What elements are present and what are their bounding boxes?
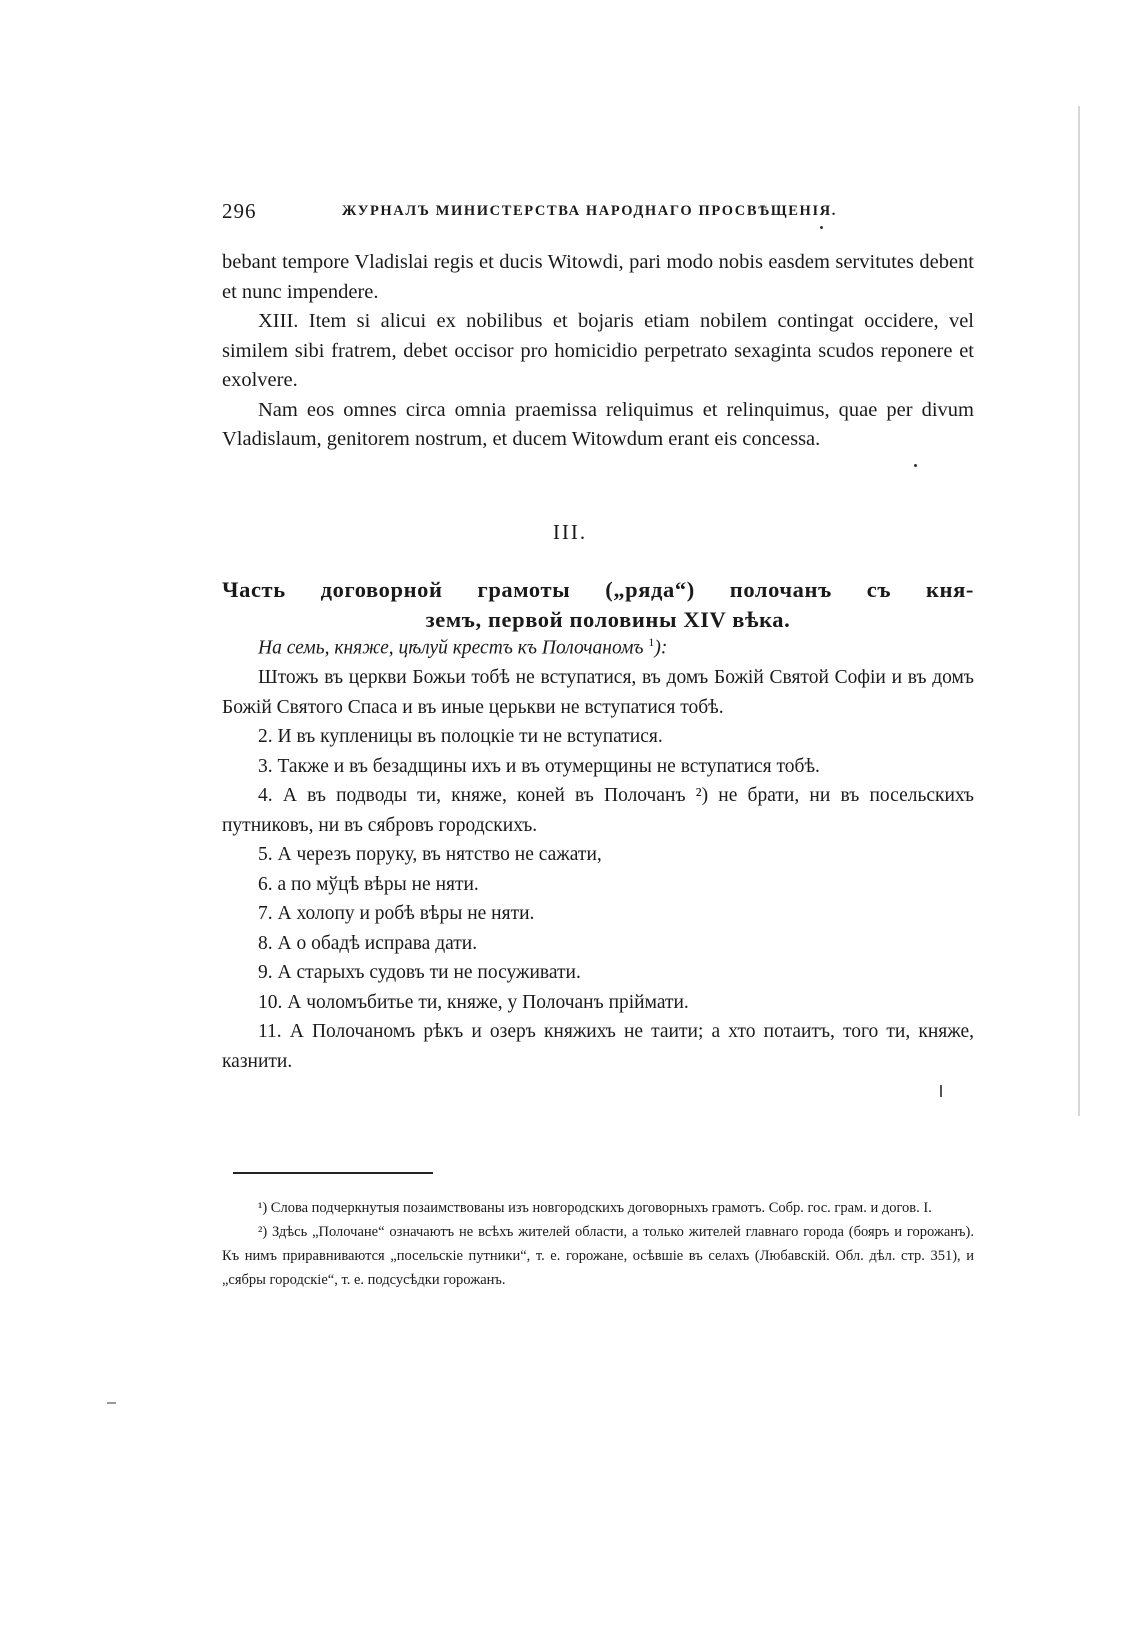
page-edge-line: [1078, 106, 1080, 1116]
section-title: [222, 575, 974, 635]
footnote: ²) Здѣсь „Полочане“ означаютъ не всѣхъ жителей области, а только жителей главнаго города (бояръ и горожанъ). Къ нимъ приравниваются „посельскіе путники“, т. е. горожане, осѣвшіе въ селахъ (Любавскій. Обл. дѣл. стр. 351), и „сябры городскіе“, т. е. подсусѣдки горожанъ.: [222, 1224, 974, 1288]
latin-paragraph: bebant tempore Vladislai regis et ducis Witowdi, pari modo nobis easdem servitutes debent et nunc impendere.: [222, 251, 974, 303]
print-speck: [940, 1085, 942, 1097]
latin-text-block: [222, 248, 974, 455]
section-number: III.: [552, 520, 588, 544]
article-paragraph: 9. А старыхъ судовъ ти не посуживати.: [258, 962, 581, 983]
article-paragraph: 6. а по мўцѣ вѣры не няти.: [258, 873, 479, 895]
footnote: ¹) Слова подчеркнутыя позаимствованы изъ новгородскихъ договорныхъ грамотъ. Собр. гос. грам. и догов. I.: [258, 1200, 932, 1216]
intro-text: На семь, княже, цѣлуй крестъ къ Полочаномъ: [258, 637, 644, 659]
article-paragraph: 2. И въ купленицы въ полоцкіе ти не вступатися.: [258, 726, 663, 747]
article-paragraph: Штожъ въ церкви Божьи тобѣ не вступатися, въ домъ Божій Святой Софіи и въ домъ Божій Святого Спаса и въ иные церькви не вступатися тобѣ.: [222, 667, 974, 718]
running-header: [222, 199, 972, 227]
article-paragraph: 8. А о обадѣ исправа дати.: [258, 932, 478, 954]
footnote-ref: 1: [648, 635, 655, 649]
article-paragraph: 11. А Полочаномъ рѣкъ и озеръ княжихъ не таити; а хто потаитъ, того ти, княже, казнити.: [222, 1021, 974, 1072]
article-paragraph: 10. А чоломъбитье ти, княже, у Полочанъ пріймати.: [258, 991, 689, 1013]
latin-paragraph: Nam eos omnes circa omnia praemissa reliquimus et relinquimus, quae per divum Vladislaum, genitorem nostrum, et ducem Witowdum erant eis concessa.: [222, 398, 974, 450]
article-paragraph: 4. А въ подводы ти, княже, коней въ Полочанъ ²) не брати, ни въ посельскихъ путниковъ, ни въ сябровъ городскихъ.: [222, 785, 974, 836]
print-speck: [107, 1402, 116, 1404]
footnotes: [222, 1196, 974, 1292]
footnote-rule: [233, 1172, 433, 1174]
page-number: 296: [222, 199, 257, 223]
section-title-line: земъ, первой половины XIV вѣка.: [425, 607, 791, 632]
article-paragraph: 7. А холопу и робѣ вѣры не няти.: [258, 903, 535, 924]
intro-tail: ):: [654, 637, 668, 659]
latin-paragraph: XIII. Item si alicui ex nobilibus et bojaris etiam nobilem contingat occidere, vel similem sibi fratrem, debet occisor pro homicidio perpetrato sexaginta scudos reponere et exolvere.: [222, 310, 974, 391]
running-title: ЖУРНАЛЪ МИНИСТЕРСТВА НАРОДНАГО ПРОСВѢЩЕНІЯ.: [342, 203, 837, 219]
print-speck: [914, 464, 917, 467]
charter-text: [222, 663, 974, 1076]
article-paragraph: 3. Также и въ безадщины ихъ и въ отумерщины не вступатися тобѣ.: [258, 755, 820, 777]
article-paragraph: 5. А черезъ поруку, въ нятство не сажати,: [258, 844, 602, 865]
section-title-line: Часть договорной грамоты („ряда“) полочанъ съ кня-: [222, 577, 974, 602]
intro-line: [258, 635, 667, 660]
